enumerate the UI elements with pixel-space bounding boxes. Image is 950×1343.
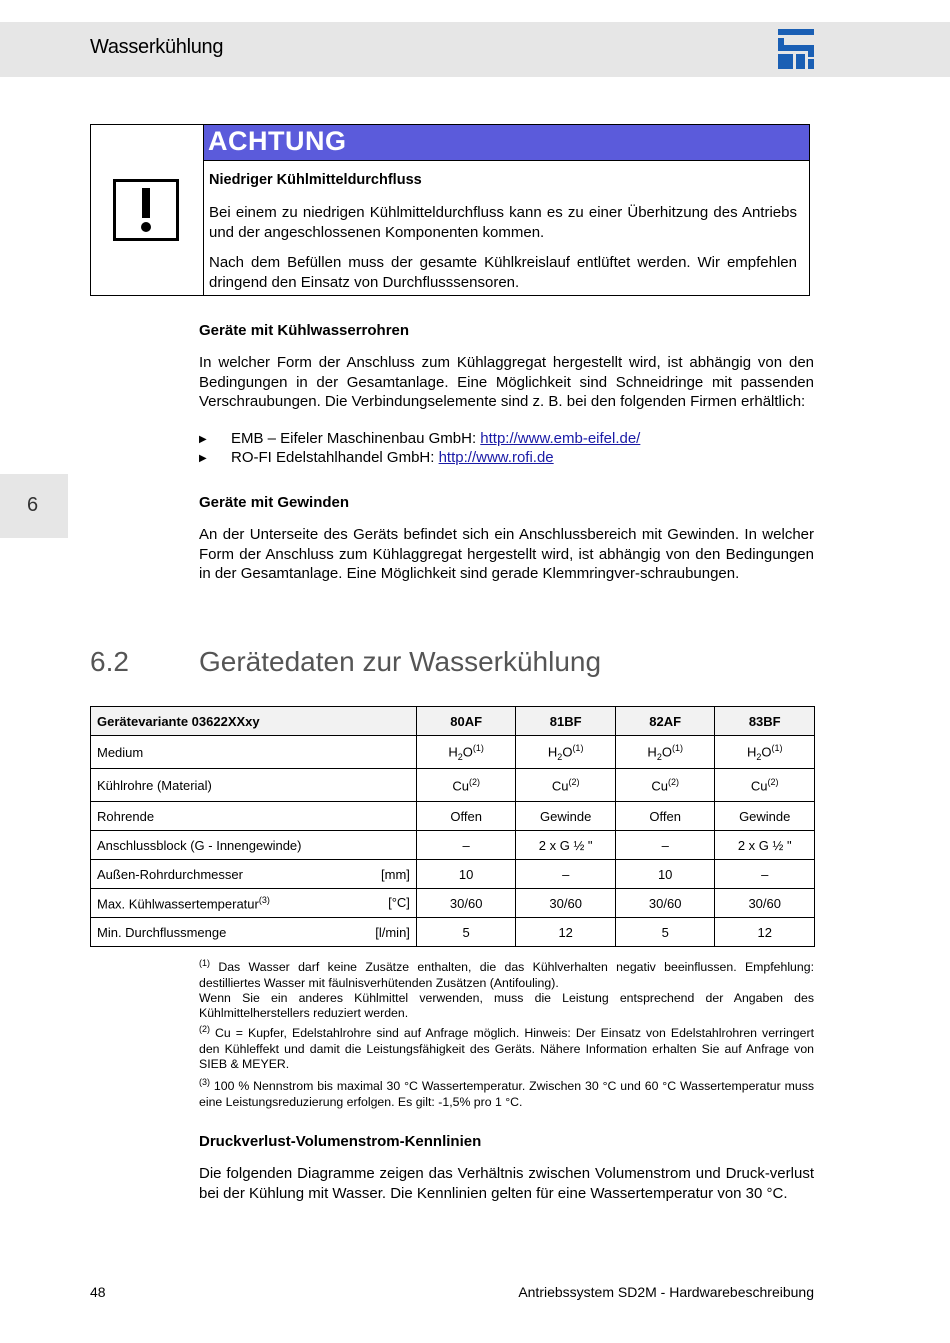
row-unit: [°C] — [388, 894, 410, 910]
table-cell: Cu$^{(2)}$ — [516, 769, 616, 802]
row-label: Min. Durchflussmenge [l/min] — [91, 918, 417, 947]
table-cell: Cu$^{(2)}$ — [615, 769, 715, 802]
section-heading-druck: Druckverlust-Volumenstrom-Kennlinien — [199, 1133, 482, 1150]
warning-paragraph: Bei einem zu niedrigen Kühlmitteldurchfluss kann es zu einer Überhitzung des Antriebs und der angeschlossenen Komponenten kommen. — [209, 204, 797, 241]
section-paragraph-druck: Die folgenden Diagramme zeigen das Verhältnis zwischen Volumenstrom und Druck-verlust bei der Kühlung mit Wasser. Die Kennlinien gelten für eine Wassertemperatur von 30 °C. — [199, 1165, 814, 1202]
device-data-table — [90, 706, 815, 947]
table-header-cell: 82AF — [615, 707, 715, 736]
row-label: Medium — [91, 736, 417, 769]
warning-icon-cell — [91, 125, 204, 295]
table-cell: Cu$^{(2)}$ — [715, 769, 815, 802]
table-cell: 30/60 — [715, 889, 815, 918]
section-title: Gerätedaten zur Wasserkühlung — [199, 646, 602, 677]
table-row — [91, 736, 815, 769]
table-cell: – — [516, 860, 616, 889]
chapter-number: 6 — [27, 494, 39, 516]
table-header-cell: 81BF — [516, 707, 616, 736]
table-cell: $H_2O^{(1)}$ — [715, 736, 815, 769]
footnote-1: $^{(1)}$ Das Wasser darf keine Zusätze enthalten, die das Kühlverhalten negativ beeinflussen. Empfehlung: destilliertes Wasser mit fäulnisverhütenden Zusätzen (Antifouling). Wenn Sie ein anderes Kühlmittel verwenden, muss die Leistung entsprechend der Angaben des Kühlmittelherstellers reduziert werden. — [199, 958, 814, 1021]
table-cell: 30/60 — [615, 889, 715, 918]
table-row — [91, 769, 815, 802]
section-paragraph-gewinde: An der Unterseite des Geräts befindet sich ein Anschlussbereich mit Gewinden. In welcher Form der Anschluss zum Kühlaggregat hergestellt wird, ist abhängig von den Bedingungen in der Gesamtanlage. Eine Möglichkeit sind gerade Klemmringver-schraubungen. — [199, 526, 814, 582]
table-header-cell: Gerätevariante 03622XXxy — [91, 707, 417, 736]
table-cell: – — [416, 831, 516, 860]
table-row — [91, 860, 815, 889]
section-number: 6.2 — [90, 646, 129, 677]
row-label: Max. Kühlwassertemperatur$^{(3)}$ [°C] — [91, 889, 417, 918]
table-row — [91, 831, 815, 860]
section-paragraph-rohre: In welcher Form der Anschluss zum Kühlaggregat hergestellt wird, ist abhängig von den Bedingungen in der Gesamtanlage. Eine Möglichkeit sind Schneidringe mit passenden Verschraubungen. Die Verbindungselemente sind z. B. bei den folgenden Firmen erhältlich: — [199, 354, 814, 410]
table-cell: 10 — [416, 860, 516, 889]
table-cell: $H_2O^{(1)}$ — [516, 736, 616, 769]
table-cell: – — [615, 831, 715, 860]
document-title: Antriebssystem SD2M - Hardwarebeschreibung — [518, 1284, 814, 1300]
link-rofi[interactable]: http://www.rofi.de — [438, 449, 554, 466]
table-cell: Offen — [416, 802, 516, 831]
row-label: Außen-Rohrdurchmesser [mm] — [91, 860, 417, 889]
footnote-2: $^{(2)}$ Cu = Kupfer, Edelstahlrohre sind auf Anfrage möglich. Hinweis: Der Einsatz von Edelstahlrohren verringert den Kühleffekt und damit die Leistungsfähigkeit des Geräts. Nähere Information erhalten Sie auf Anfrage von SIEB & MEYER. — [199, 1024, 814, 1071]
table-cell: 30/60 — [516, 889, 616, 918]
table-cell: 10 — [615, 860, 715, 889]
row-label: Anschlussblock (G - Innengewinde) — [91, 831, 417, 860]
table-cell: $H_2O^{(1)}$ — [615, 736, 715, 769]
table-cell: 2 x G ½ " — [715, 831, 815, 860]
list-item: ▶ RO-FI Edelstahlhandel GmbH: http://www.rofi.de — [199, 449, 554, 466]
row-unit: [l/min] — [375, 924, 410, 940]
warning-heading: ACHTUNG — [208, 126, 347, 156]
page-number: 48 — [90, 1284, 106, 1300]
section-heading-gewinde: Geräte mit Gewinden — [199, 494, 350, 511]
table-row — [91, 802, 815, 831]
table-row — [91, 889, 815, 918]
table-cell: 2 x G ½ " — [516, 831, 616, 860]
table-header-row — [91, 707, 815, 736]
bullet-triangle-icon: ▶ — [199, 453, 207, 464]
table-cell: Offen — [615, 802, 715, 831]
row-unit: [mm] — [381, 866, 410, 882]
table-row — [91, 918, 815, 947]
table-cell: 12 — [715, 918, 815, 947]
table-cell: – — [715, 860, 815, 889]
table-header-cell: 80AF — [416, 707, 516, 736]
warning-box — [90, 124, 810, 296]
table-header-cell: 83BF — [715, 707, 815, 736]
table-cell: Gewinde — [715, 802, 815, 831]
chapter-tab — [0, 474, 68, 538]
row-label: Rohrende — [91, 802, 417, 831]
bullet-triangle-icon: ▶ — [199, 434, 207, 445]
table-cell: 5 — [615, 918, 715, 947]
footnote-3: $^{(3)}$ 100 % Nennstrom bis maximal 30 °C Wassertemperatur. Zwischen 30 °C und 60 °C Wassertemperatur muss eine Leistungsreduzierung erfolgen. Es gilt: -1,5% pro 1 °C. — [199, 1077, 814, 1109]
warning-paragraph: Nach dem Befüllen muss der gesamte Kühlkreislauf entlüftet werden. Wir empfehlen dringend den Einsatz von Durchflusssensoren. — [209, 254, 797, 291]
exclamation-icon — [113, 179, 179, 241]
sieb-meyer-logo-icon — [778, 29, 814, 69]
table-cell: Cu$^{(2)}$ — [416, 769, 516, 802]
table-cell: Gewinde — [516, 802, 616, 831]
list-item: ▶ EMB – Eifeler Maschinenbau GmbH: http://www.emb-eifel.de/ — [199, 430, 641, 447]
table-cell: 12 — [516, 918, 616, 947]
warning-subheading: Niedriger Kühlmitteldurchfluss — [209, 172, 422, 188]
warning-heading-bar — [204, 125, 809, 161]
page-header-title: Wasserkühlung — [90, 36, 224, 58]
table-cell: 30/60 — [416, 889, 516, 918]
table-cell: $H_2O^{(1)}$ — [416, 736, 516, 769]
section-heading-rohre: Geräte mit Kühlwasserrohren — [199, 322, 410, 339]
row-label: Kühlrohre (Material) — [91, 769, 417, 802]
table-cell: 5 — [416, 918, 516, 947]
link-emb[interactable]: http://www.emb-eifel.de/ — [480, 430, 641, 447]
